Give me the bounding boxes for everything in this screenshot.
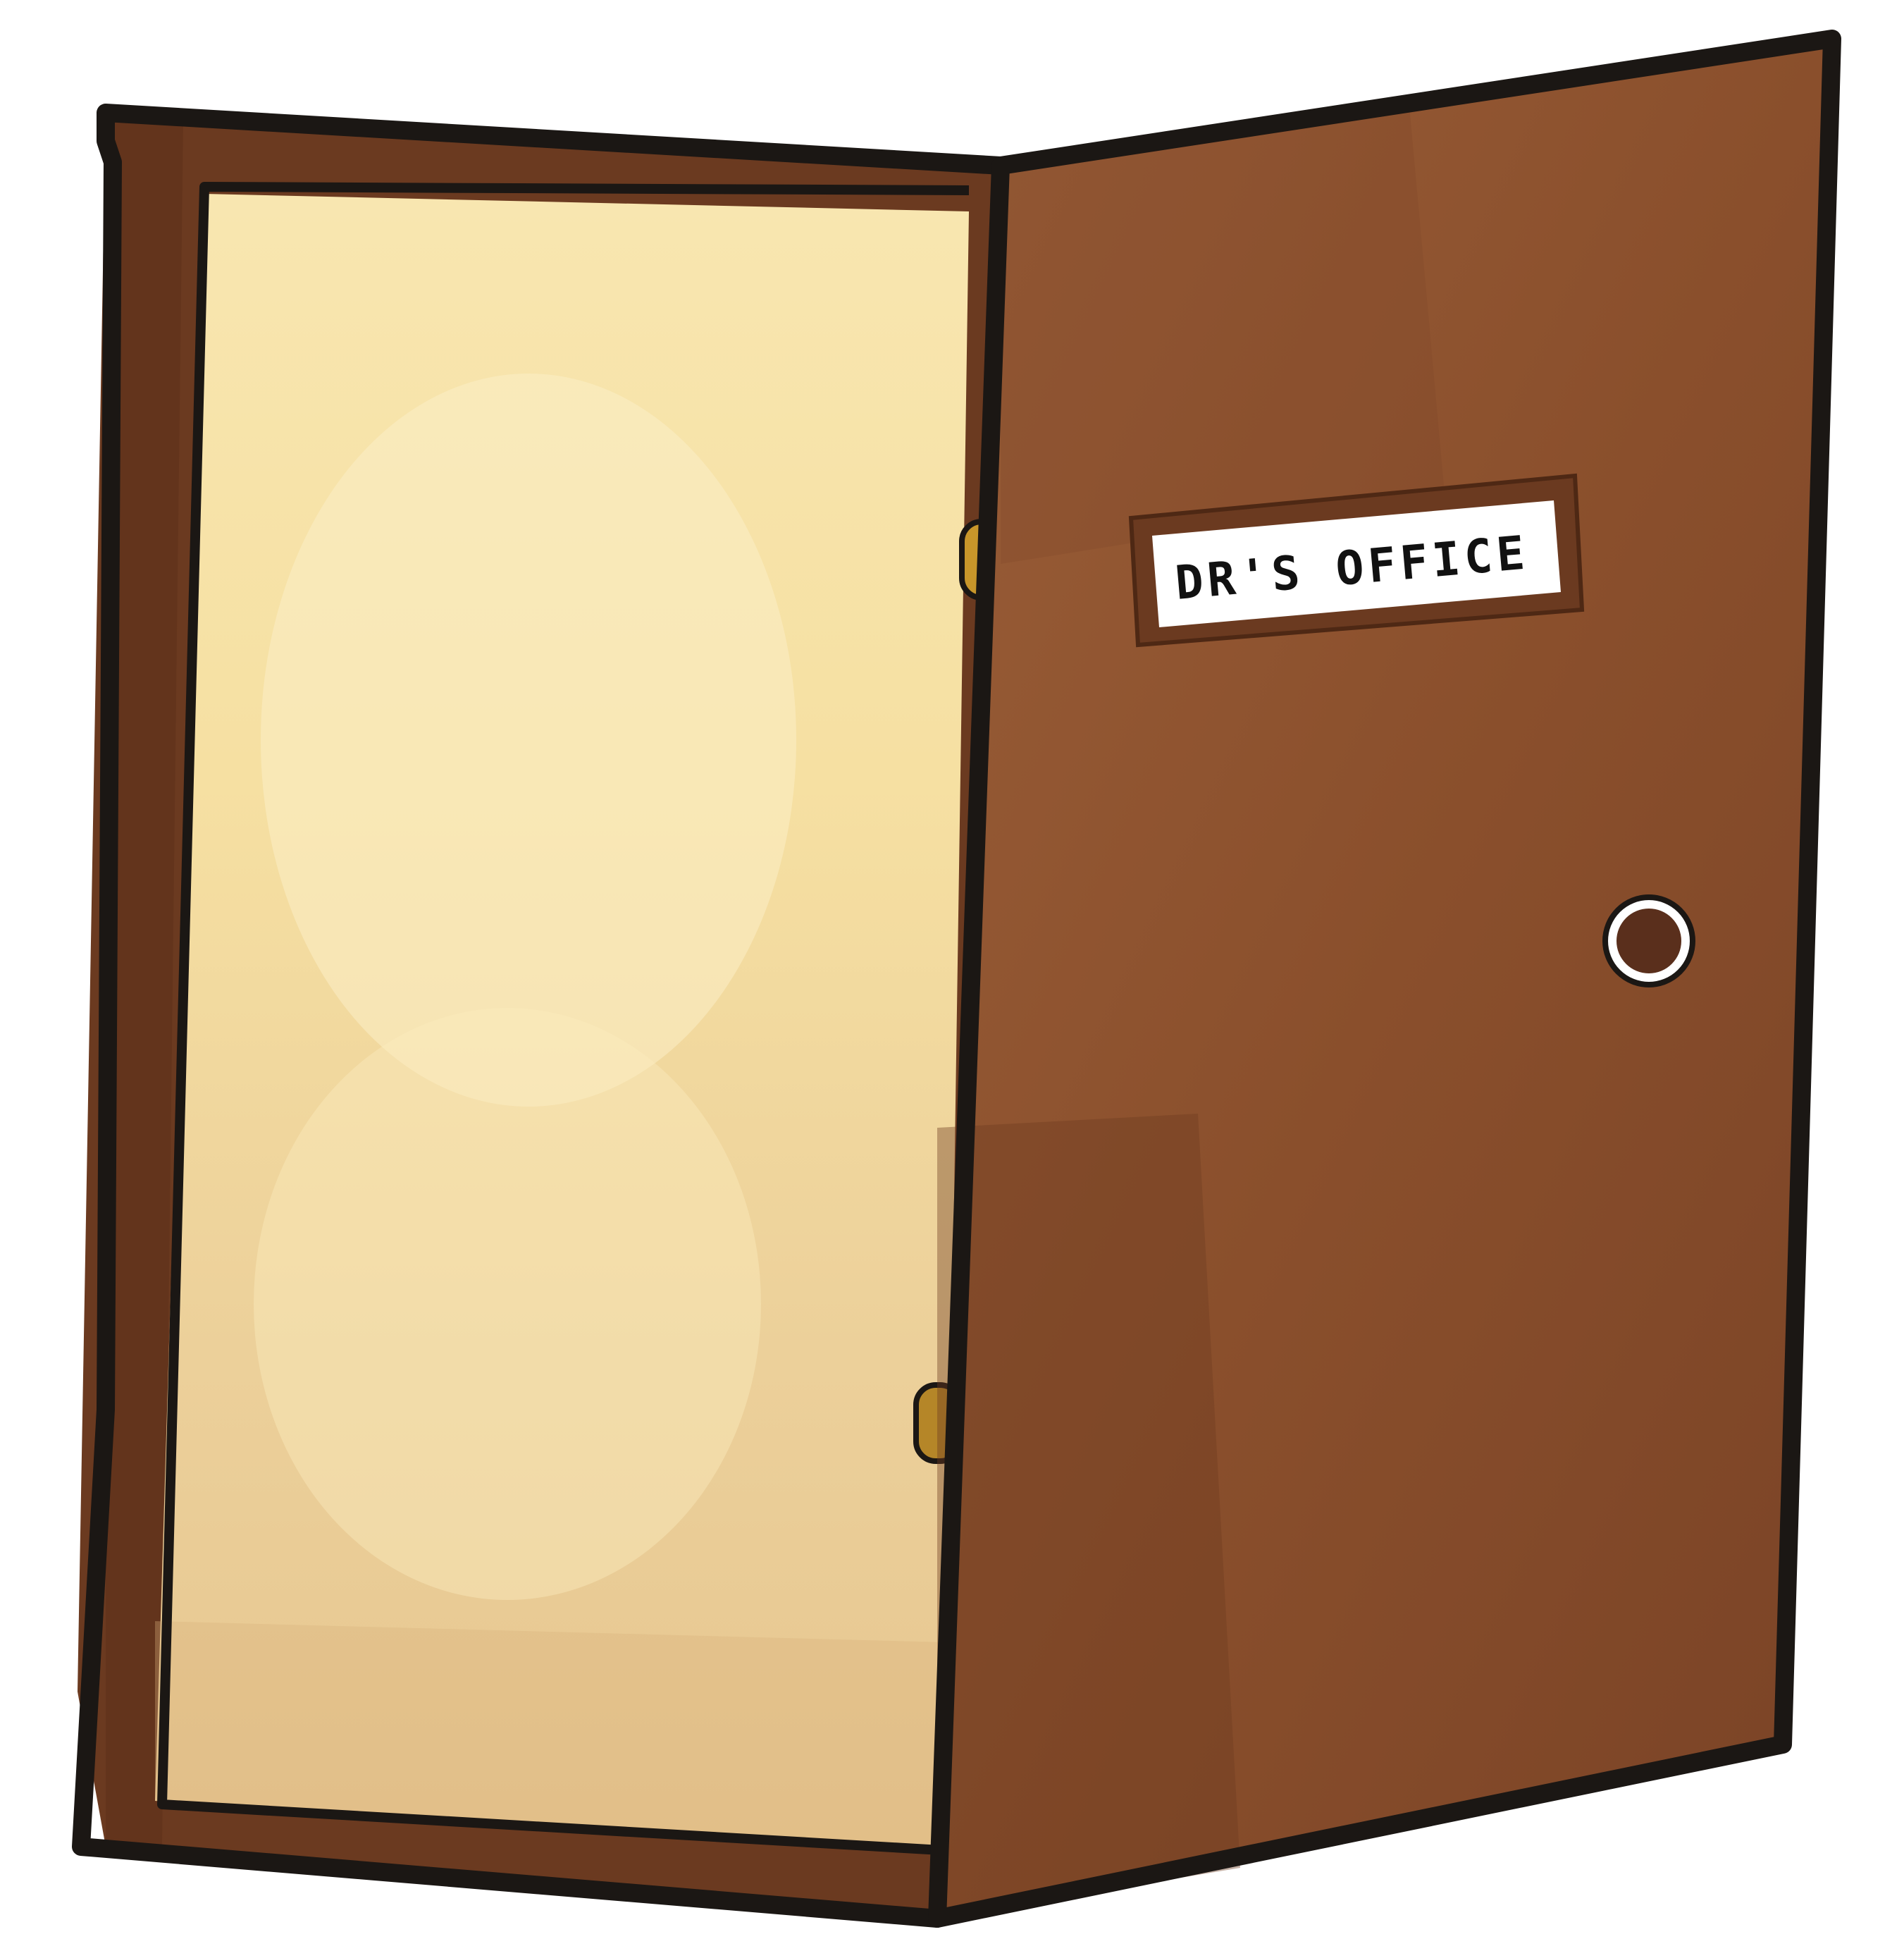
door-opening <box>155 187 969 1854</box>
knob-center <box>1616 909 1681 973</box>
sign-text: DR'S OFFICE <box>1173 525 1531 610</box>
door-leaf[interactable] <box>937 39 1832 1919</box>
opening-highlight-lower <box>254 1008 761 1600</box>
opening-highlight <box>261 374 796 1107</box>
door-knob[interactable] <box>1605 897 1693 985</box>
door-dark-lower <box>937 1114 1240 1919</box>
